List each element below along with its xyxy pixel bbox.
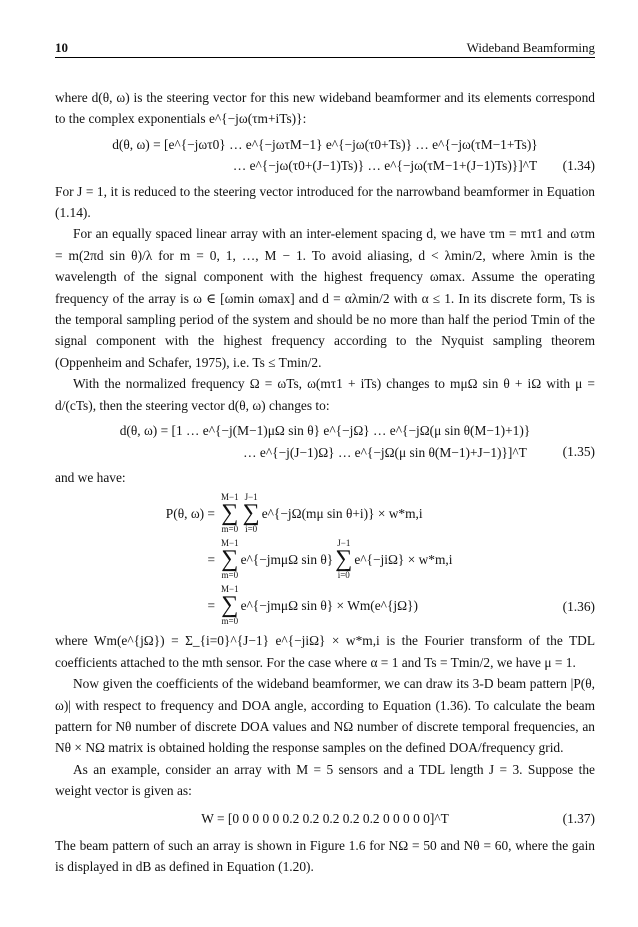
- running-title: Wideband Beamforming: [466, 40, 595, 55]
- paragraph-4: With the normalized frequency Ω = ωTs, ω(mτ1 + iTs) changes to mμΩ sin θ + iΩ with μ = d/(cTs), then the steering vector d(θ, ω) changes to:: [55, 376, 595, 413]
- equation-1-34: [55, 134, 595, 177]
- equation-1-36-term-2b: e^{−jiΩ} × w*m,i: [354, 551, 453, 567]
- equation-1-35: [55, 420, 595, 463]
- running-header: [55, 35, 595, 58]
- equation-1-37-text: W = [0 0 0 0 0 0.2 0.2 0.2 0.2 0.2 0 0 0 0 0]^T: [201, 810, 449, 826]
- equation-number-1-36: (1.36): [562, 599, 595, 615]
- equation-1-36-term-1: e^{−jΩ(mμ sin θ+i)} × w*m,i: [261, 505, 423, 521]
- sum-symbol: M−1 ∑ m=0: [221, 584, 239, 627]
- sum-symbol: M−1 ∑ m=0: [221, 538, 239, 581]
- equation-1-36: [55, 490, 595, 628]
- sum-symbol: M−1 ∑ m=0: [221, 492, 239, 535]
- sum-symbol: J−1 ∑ i=0: [242, 492, 260, 535]
- equation-1-35-line-1: d(θ, ω) = [1 … e^{−j(M−1)μΩ sin θ} e^{−jΩ} … e^{−jΩ(μ sin θ(M−1)+1)}: [119, 423, 531, 439]
- equation-1-36-term-2a: e^{−jmμΩ sin θ}: [240, 551, 334, 567]
- equation-1-34-line-2: … e^{−jω(τ0+(J−1)Ts)} … e^{−jω(τM−1+(J−1)Ts)}]^T: [232, 158, 538, 174]
- paragraph-3: For an equally spaced linear array with an inter-element spacing d, we have τm = mτ1 and ωτm = m(2πd sin θ)/λ for m = 0, 1, …, M − 1. To avoid aliasing, d < λmin/2, where λmin is the wavelength of the signal component with the highest frequency ωmax. Assume the operating frequency of the array is ω ∈ [ωmin ωmax] and d = αλmin/2 with α ≤ 1. In its discrete form, Ts is the temporal sampling period of the system and should be no more than half the period Tmin of the signal component with the highest frequency according to the Nyquist sampling theorem (Oppenheim and Schafer, 1975), i.e. Ts ≤ Tmin/2.: [55, 226, 595, 370]
- equation-number-1-37: (1.37): [562, 810, 595, 826]
- paragraph-7: Now given the coefficients of the wideband beamformer, we can draw its 3-D beam pattern |P(θ, ω)| with respect to frequency and DOA angle, according to Equation (1.36). To calculate the beam pattern for Nθ number of discrete DOA values and NΩ number of discrete temporal frequencies, an Nθ × NΩ matrix is obtained holding the response samples on the defined DOA/frequency grid.: [55, 676, 595, 756]
- page-number: 10: [55, 40, 68, 55]
- paragraph-6: where Wm(e^{jΩ}) = Σ_{i=0}^{J−1} e^{−jiΩ} × w*m,i is the Fourier transform of the TDL coefficients attached to the mth sensor. For the case where α = 1 and Ts = Tmin/2, we have μ = 1.: [55, 633, 595, 670]
- equation-1-35-line-2: … e^{−j(J−1)Ω} … e^{−jΩ(μ sin θ(M−1)+J−1)}]^T: [243, 444, 527, 460]
- equation-1-36-lhs: P(θ, ω) =: [165, 505, 215, 521]
- paragraph-2: For J = 1, it is reduced to the steering vector introduced for the narrowband beamformer in Equation (1.14).: [55, 183, 595, 221]
- sum-symbol: J−1 ∑ i=0: [335, 538, 353, 581]
- text-body: [55, 87, 595, 878]
- paragraph-8: As an example, consider an array with M = 5 sensors and a TDL length J = 3. Suppose the weight vector is given as:: [55, 761, 595, 799]
- equation-1-36-term-3: e^{−jmμΩ sin θ} × Wm(e^{jΩ}): [240, 597, 418, 613]
- equation-1-36-row-1: [55, 490, 595, 536]
- paragraph-5: and we have:: [55, 469, 126, 485]
- equation-number-1-34: (1.34): [562, 157, 595, 173]
- equation-1-36-row-3: = M−1 ∑ m=0 e^{−jmμΩ sin θ} × Wm(e^{jΩ}): [207, 584, 418, 627]
- equation-1-37: [55, 808, 595, 829]
- equation-1-34-line-1: d(θ, ω) = [e^{−jωτ0} … e^{−jωτM−1} e^{−jω(τ0+Ts)} … e^{−jω(τM−1+Ts)}: [112, 136, 538, 152]
- paragraph-1: where d(θ, ω) is the steering vector for this new wideband beamformer and its elements correspond to the complex exponentials e^{−jω(τm+iTs)}:: [55, 90, 595, 127]
- equation-number-1-35: (1.35): [562, 444, 595, 460]
- equation-1-36-row-2: = M−1 ∑ m=0 e^{−jmμΩ sin θ} J−1 ∑ i=0 e^{−jiΩ} × w*m,i: [207, 538, 453, 581]
- paragraph-9: The beam pattern of such an array is shown in Figure 1.6 for NΩ = 50 and Nθ = 60, where the gain is displayed in dB as defined in Equation (1.20).: [55, 837, 595, 875]
